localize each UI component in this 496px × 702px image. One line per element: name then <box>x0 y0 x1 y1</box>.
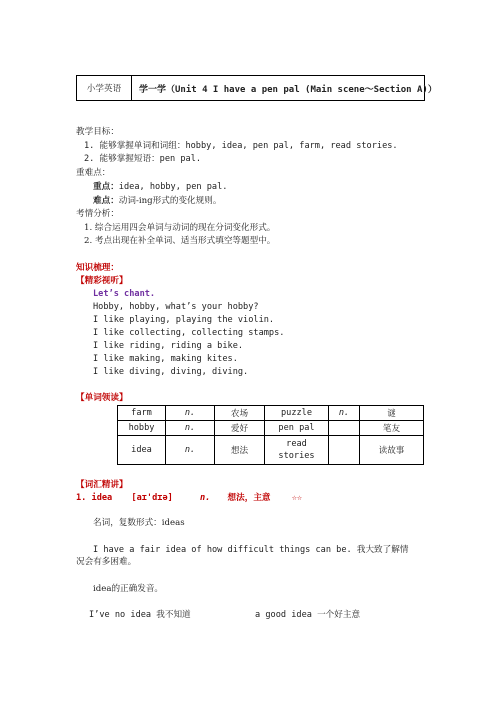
table-row <box>118 421 424 436</box>
vocab-meaning: 农场 <box>215 406 265 421</box>
vocab-pos: n. <box>166 436 215 465</box>
exam-heading: 考情分析： <box>76 209 119 219</box>
vocab-word: puzzle <box>265 406 329 421</box>
vocab-pos: n. <box>166 406 215 421</box>
key-label: 重点： <box>93 182 119 192</box>
hard-label: 难点： <box>93 196 119 206</box>
vocab-meaning: 笔友 <box>360 421 424 436</box>
chant-line: I like diving, diving, diving. <box>93 367 249 377</box>
chant-line: I like making, making kites. <box>93 354 238 364</box>
objective-item: 1. 能够掌握单词和词组：hobby, idea, pen pal, farm, read stories. <box>84 141 398 151</box>
vocab-meaning: 读故事 <box>360 436 424 465</box>
entry-word: 1. idea <box>76 493 113 503</box>
vocab-pos <box>329 421 360 436</box>
vocab-pos: n. <box>166 421 215 436</box>
vocab-table <box>117 405 424 465</box>
table-row <box>118 436 424 465</box>
chant-line: I like playing, playing the violin. <box>93 315 275 325</box>
difficulties-heading: 重难点： <box>76 168 111 178</box>
key-text: idea, hobby, pen pal. <box>118 182 228 192</box>
chant-line: I like collecting, collecting stamps. <box>93 328 285 338</box>
vocab-word: idea <box>118 436 166 465</box>
header-box <box>76 75 437 101</box>
vocab-word: hobby <box>118 421 166 436</box>
vocab-heading: 【单词领读】 <box>76 393 128 403</box>
vocab-word: pen pal <box>265 421 329 436</box>
chant-title: Let’s chant. <box>93 289 156 299</box>
chant-line: Hobby, hobby, what’s your hobby? <box>93 302 259 312</box>
chant-line: I like riding, riding a bike. <box>93 341 244 351</box>
entry-phonetic: [aɪ'dɪə] <box>131 493 173 503</box>
entry-pos: n. <box>200 493 211 503</box>
lesson-title: 学一学（Unit 4 I have a pen pal (Main scene～Section A)） <box>139 84 437 95</box>
key-points <box>93 182 227 193</box>
hard-points <box>93 196 221 207</box>
example-line: 况会有多困难。 <box>76 557 137 567</box>
entry-stars: ☆☆ <box>291 493 303 503</box>
vocab-meaning: 想法 <box>215 436 265 465</box>
phrase: a good idea 一个好主意 <box>255 610 361 620</box>
vocab-word: farm <box>118 406 166 421</box>
vocab-word: read stories <box>265 436 329 465</box>
exam-item: 1. 综合运用四会单词与动词的现在分词变化形式。 <box>84 223 276 233</box>
phrase: I’ve no idea 我不知道 <box>89 610 191 620</box>
vocab-meaning: 谜 <box>360 406 424 421</box>
exam-item: 2. 考点出现在补全单词、适当形式填空等题型中。 <box>84 236 276 246</box>
vocab-pos: n. <box>329 406 360 421</box>
vocab-pos <box>329 436 360 465</box>
plural-note: 名词，复数形式：ideas <box>93 518 185 528</box>
table-row <box>118 406 424 421</box>
entry-idea <box>76 493 302 504</box>
pronunciation-note: idea的正确发音。 <box>93 584 164 594</box>
subject-label: 小学英语 <box>77 76 132 100</box>
example-line: I have a fair idea of how difficult things can be. 我大致了解情 <box>93 545 409 555</box>
objectives-heading: 教学目标： <box>76 127 119 137</box>
listen-heading: 【精彩视听】 <box>76 276 128 286</box>
entry-meaning: 想法，主意 <box>227 493 271 503</box>
knowledge-heading: 知识梳理： <box>76 263 119 273</box>
hard-text: 动词-ing形式的变化规则。 <box>118 196 222 206</box>
vocab-meaning: 爱好 <box>215 421 265 436</box>
explain-heading: 【词汇精讲】 <box>76 480 128 490</box>
objective-item: 2. 能够掌握短语：pen pal. <box>84 154 202 164</box>
